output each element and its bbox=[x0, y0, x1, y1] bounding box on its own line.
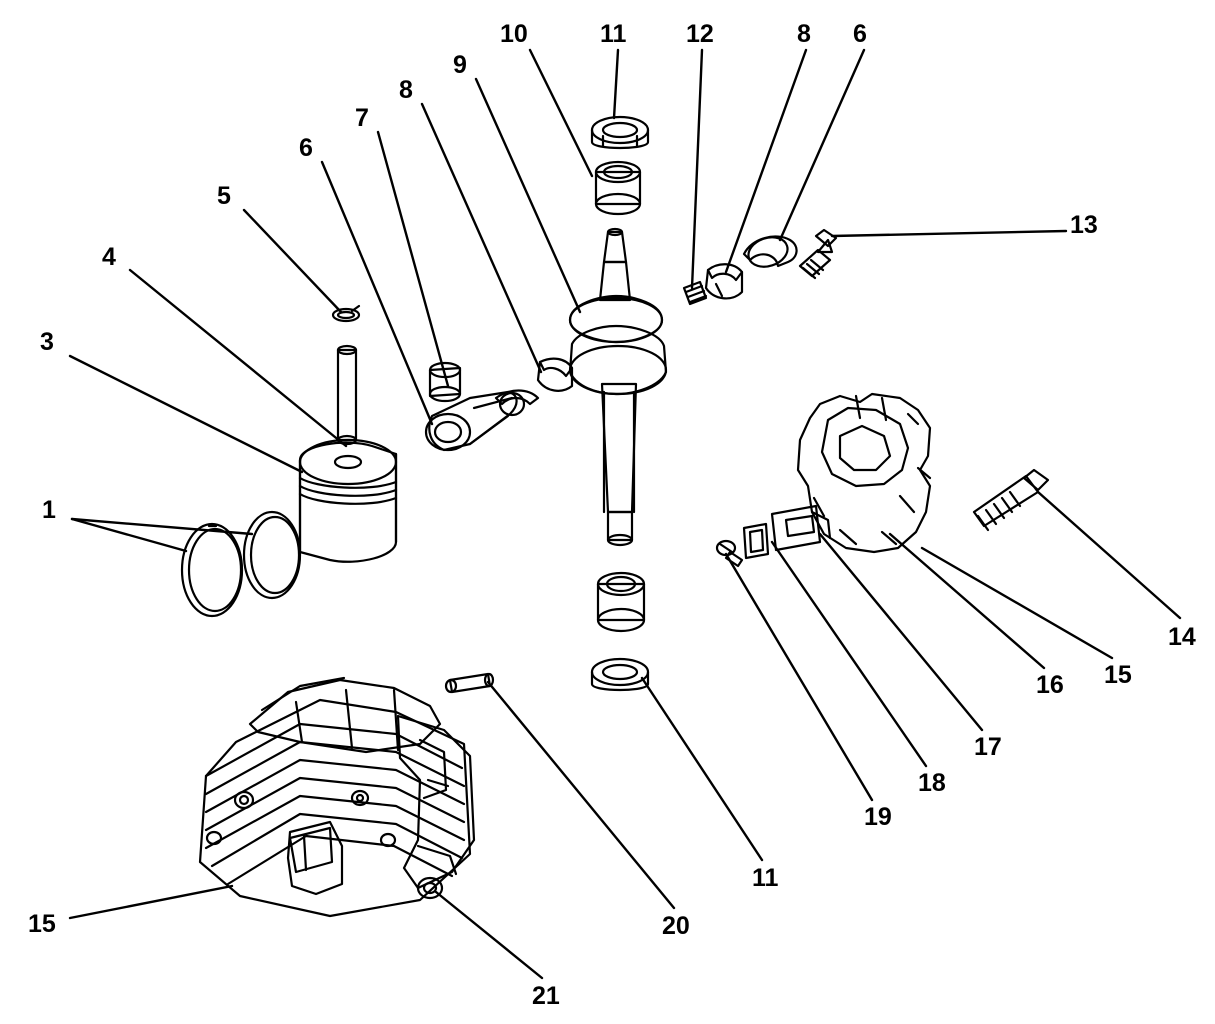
bolt-14 bbox=[974, 470, 1048, 530]
callout-label-5: 5 bbox=[217, 182, 231, 210]
bearing-shell-right bbox=[706, 264, 742, 298]
screw-18 bbox=[717, 541, 742, 566]
piston-pin bbox=[338, 346, 356, 444]
callout-label-21: 21 bbox=[532, 982, 560, 1010]
callout-label-19: 19 bbox=[864, 803, 892, 831]
piston-ring-inner bbox=[244, 512, 300, 598]
cylinder-head-assembly bbox=[200, 674, 493, 916]
connecting-rod-bearing-upper bbox=[430, 363, 460, 401]
callout-label-8-right: 8 bbox=[797, 20, 811, 48]
oil-seal-bottom bbox=[592, 659, 648, 690]
callout-label-6-right: 6 bbox=[853, 20, 867, 48]
callout-label-17: 17 bbox=[974, 733, 1002, 761]
bearing-shell-left bbox=[538, 359, 572, 391]
callout-label-16: 16 bbox=[1036, 671, 1064, 699]
callout-label-11-bottom: 11 bbox=[752, 864, 779, 892]
callout-label-4: 4 bbox=[102, 243, 116, 271]
callout-label-10: 10 bbox=[500, 20, 528, 48]
leader-lines bbox=[70, 50, 1180, 978]
woodruff-key bbox=[684, 282, 706, 304]
callout-label-20: 20 bbox=[662, 912, 690, 940]
upper-bearing bbox=[596, 162, 640, 214]
rod-cap-right bbox=[744, 233, 797, 272]
piston-ring-outer bbox=[182, 524, 242, 616]
callout-label-11-top: 11 bbox=[600, 20, 627, 48]
oil-seal-top bbox=[592, 117, 648, 148]
callout-label-15-left: 15 bbox=[28, 910, 56, 938]
callout-label-7: 7 bbox=[355, 104, 369, 132]
callout-label-6-left: 6 bbox=[299, 134, 313, 162]
callout-label-3: 3 bbox=[40, 328, 54, 356]
piston bbox=[300, 440, 396, 562]
callout-label-12: 12 bbox=[686, 20, 714, 48]
callout-label-15-right: 15 bbox=[1104, 661, 1132, 689]
bolt-13 bbox=[800, 230, 836, 278]
callout-label-1: 1 bbox=[42, 496, 56, 524]
callout-label-13: 13 bbox=[1070, 211, 1098, 239]
callout-label-8-left: 8 bbox=[399, 76, 413, 104]
reed-valve bbox=[744, 524, 768, 558]
callout-label-9: 9 bbox=[453, 51, 467, 79]
callout-label-14: 14 bbox=[1168, 623, 1196, 651]
lower-bearing bbox=[598, 573, 644, 631]
callout-label-18: 18 bbox=[918, 769, 946, 797]
crankshaft bbox=[570, 229, 666, 545]
